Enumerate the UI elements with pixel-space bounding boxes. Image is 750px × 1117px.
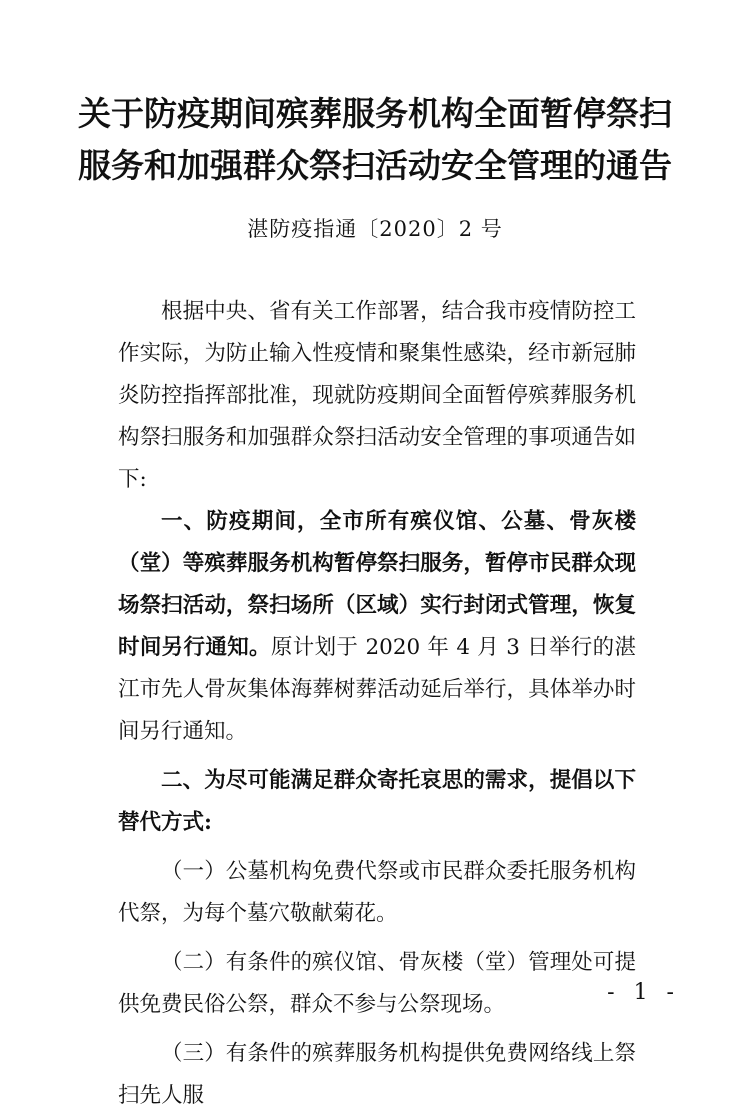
document-title: [0, 88, 750, 192]
intro-paragraph: 根据中央、省有关工作部署，结合我市疫情防控工作实际，为防止输入性疫情和聚集性感染，经市新冠肺炎防控指挥部批准，现就防疫期间全面暂停殡葬服务机构祭扫服务和加强群众祭扫活动安全管理的事项通告如下:: [118, 299, 636, 492]
document-number: 湛防疫指通〔2020〕2 号: [247, 217, 503, 241]
sub-item-3-paragraph: （三）有条件的殡葬服务机构提供免费网络线上祭扫先人服: [118, 1041, 636, 1108]
item-1-rest-text: 原计划于 2020 年 4 月 3 日举行的湛江市先人骨灰集体海葬树葬活动延后举行，具体举办时间另行通知。: [118, 635, 636, 744]
item-2-paragraph: 二、为尽可能满足群众寄托哀思的需求，提倡以下替代方式:: [118, 768, 636, 835]
page-number: - 1 -: [607, 980, 680, 1005]
item-1-paragraph: [118, 501, 636, 753]
sub-item-2-paragraph: （二）有条件的殡仪馆、骨灰楼（堂）管理处可提供免费民俗公祭，群众不参与公祭现场。: [118, 950, 636, 1017]
sub-item-1-paragraph: （一）公墓机构免费代祭或市民群众委托服务机构代祭，为每个墓穴敬献菊花。: [118, 859, 636, 926]
title-line-1: 关于防疫期间殡葬服务机构全面暂停祭扫: [78, 94, 672, 133]
item-1-bold-text: 一、防疫期间，全市所有殡仪馆、公墓、骨灰楼（堂）等殡葬服务机构暂停祭扫服务，暂停市民群众现场祭扫活动，祭扫场所（区域）实行封闭式管理，恢复时间另行通知。: [118, 509, 636, 660]
title-line-2: 服务和加强群众祭扫活动安全管理的通告: [78, 146, 672, 185]
document-body: [118, 291, 636, 1117]
